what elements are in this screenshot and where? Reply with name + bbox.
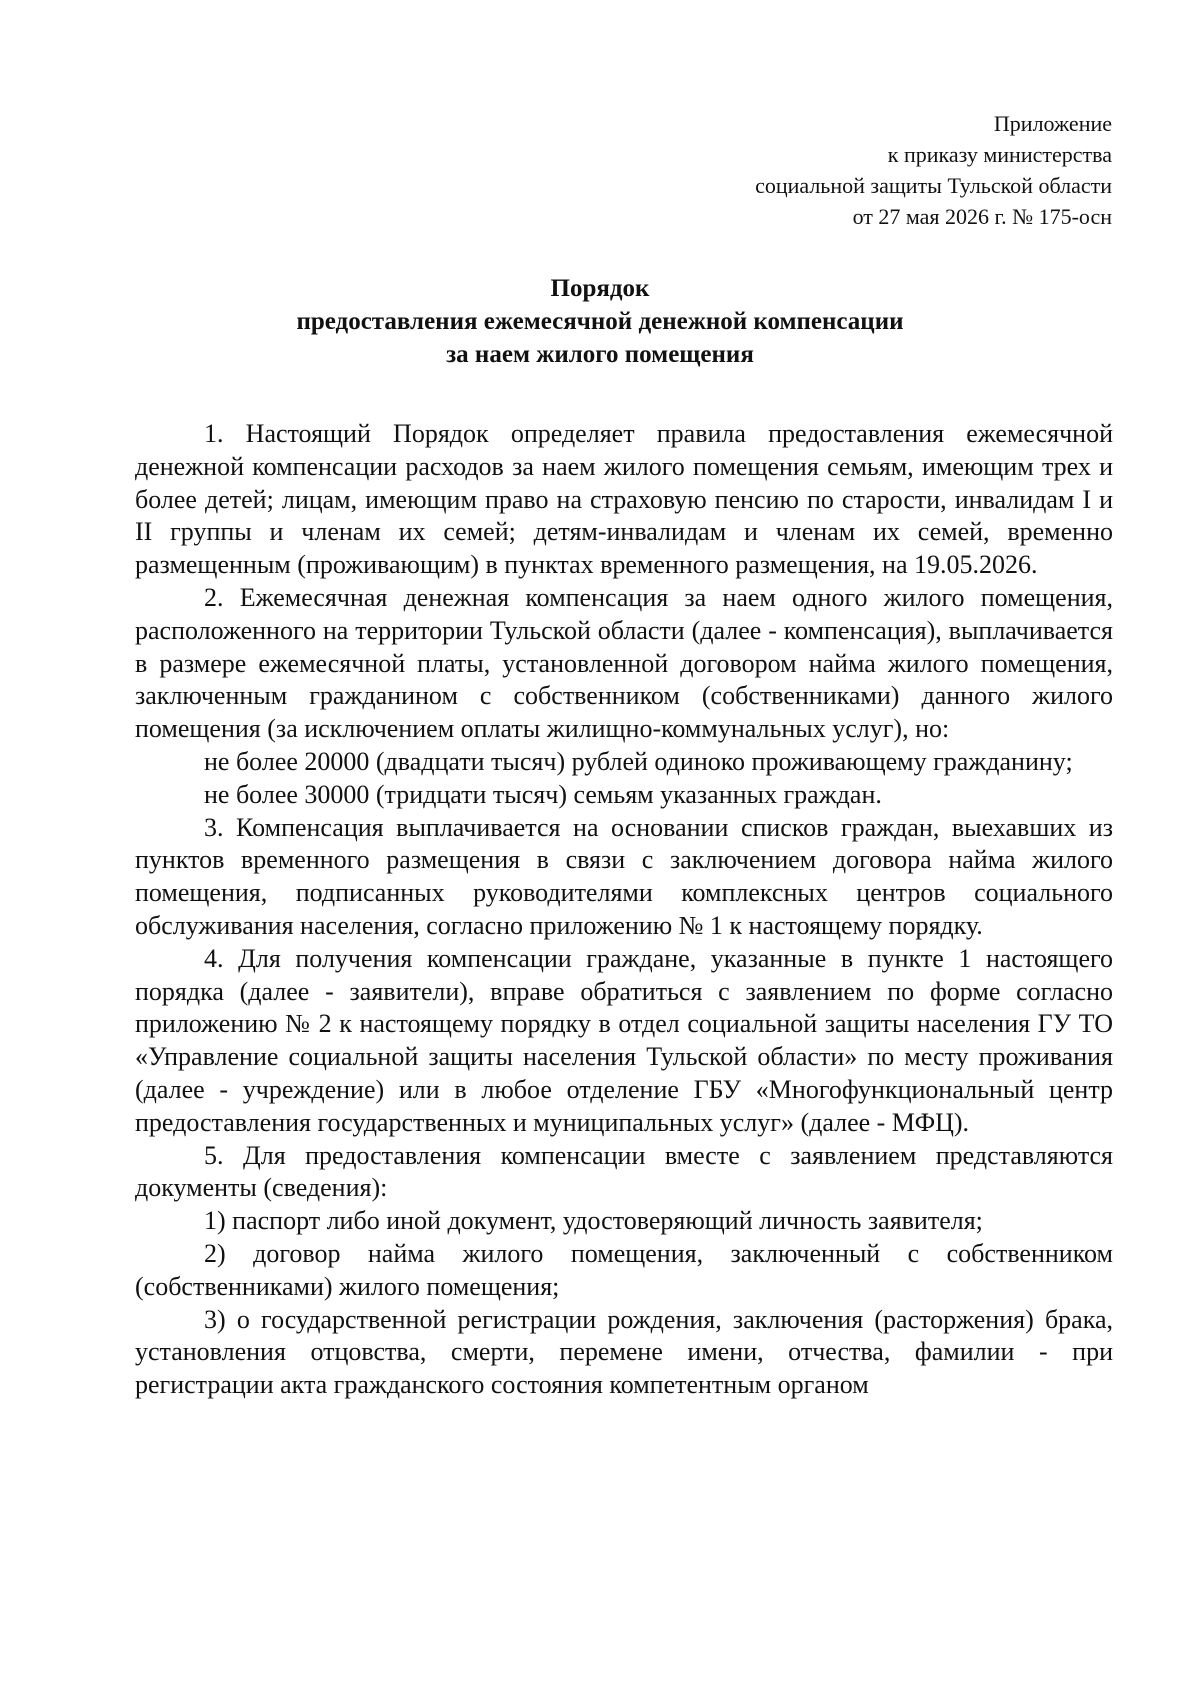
annex-line-1: Приложение: [993, 111, 1112, 136]
paragraph-2-limit-family: не более 30000 (тридцати тысяч) семьям указанных граждан.: [204, 779, 882, 809]
paragraph-5: 5. Для предоставления компенсации вместе с заявлением представляются документы (сведения):: [135, 1140, 1113, 1203]
annex-line-3: социальной защиты Тульской области: [755, 173, 1112, 198]
annex-header: [755, 108, 1112, 232]
title-line-3: за наем жилого помещения: [446, 341, 754, 368]
title-line-2: предоставления ежемесячной денежной компенсации: [296, 308, 904, 335]
title-line-1: Порядок: [550, 275, 650, 302]
paragraph-2: 2. Ежемесячная денежная компенсация за наем одного жилого помещения, расположенного на территории Тульской области (далее - компенсация), выплачивается в размере ежемесячной платы, установленной договором найма жилого помещения, заключенным гражданином с собственником (собственниками) данного жилого помещения (за исключением оплаты жилищно-коммунальных услуг), но:: [135, 582, 1113, 744]
paragraph-5-item-3: 3) о государственной регистрации рождения, заключения (расторжения) брака, установления отцовства, смерти, перемене имени, отчества, фамилии - при регистрации акта гражданского состояния компетентным органом: [135, 1304, 1113, 1400]
paragraph-3: 3. Компенсация выплачивается на основании списков граждан, выехавших из пунктов временного размещения в связи с заключением договора найма жилого помещения, подписанных руководителями комплексных центров социального обслуживания населения, согласно приложению № 1 к настоящему порядку.: [135, 812, 1113, 940]
paragraph-4: 4. Для получения компенсации граждане, указанные в пункте 1 настоящего порядка (далее - заявители), вправе обратиться с заявлением по форме согласно приложению № 2 к настоящему порядку в отдел социальной защиты населения ГУ ТО «Управление социальной защиты населения Тульской области» по месту проживания (далее - учреждение) или в любое отделение ГБУ «Многофункциональный центр предоставления государственных и муниципальных услуг» (далее - МФЦ).: [135, 943, 1113, 1137]
annex-line-2: к приказу министерства: [887, 142, 1112, 167]
document-title: [0, 272, 1200, 371]
paragraph-5-item-2: 2) договор найма жилого помещения, заключенный с собственником (собственниками) жилого помещения;: [135, 1238, 1113, 1301]
document-body: [135, 418, 1113, 1402]
annex-line-4: от 27 мая 2026 г. № 175-осн: [852, 204, 1112, 229]
paragraph-1: 1. Настоящий Порядок определяет правила предоставления ежемесячной денежной компенсации расходов за наем жилого помещения семьям, имеющим трех и более детей; лицам, имеющим право на страховую пенсию по старости, инвалидам I и II группы и членам их семей; детям-инвалидам и членам их семей, временно размещенным (проживающим) в пунктах временного размещения, на 19.05.2026.: [135, 419, 1113, 580]
paragraph-5-item-1: 1) паспорт либо иной документ, удостоверяющий личность заявителя;: [204, 1206, 983, 1236]
paragraph-2-limit-single: не более 20000 (двадцати тысяч) рублей одиноко проживающему гражданину;: [204, 746, 1073, 776]
